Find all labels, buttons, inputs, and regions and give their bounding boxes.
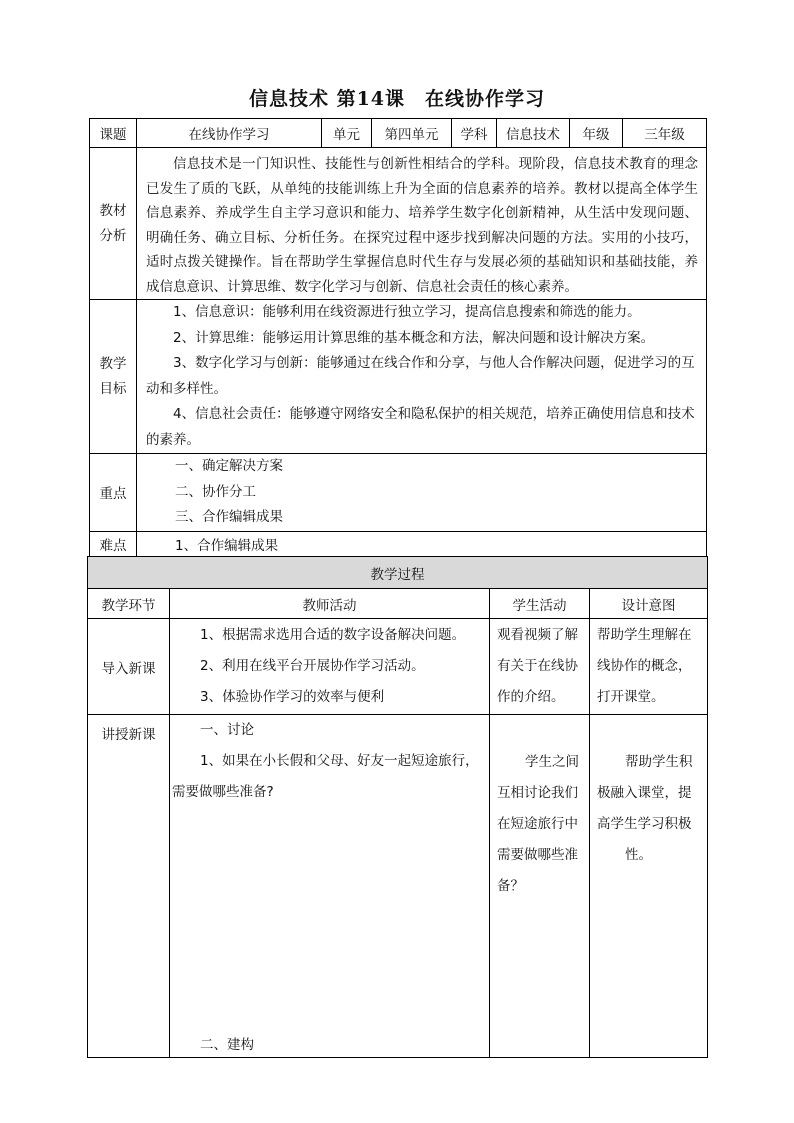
process-section-row [88,557,708,589]
teacher-construct-heading: 二、建构 [200,1037,254,1053]
difficulty-row [90,531,707,557]
teacher-discussion-heading: 一、讨论 [200,722,254,738]
teacher-question-line2: 需要做哪些准备? [172,784,274,800]
new-intent-line: 性。 [625,847,652,863]
new-student-line: 备？ [497,878,524,894]
objective-item: 3、数字化学习与创新：能够通过在线合作和分享，与他人合作解决问题，促进学习的互动和多样性。 [146,355,695,397]
lesson-info-table [89,118,707,558]
process-header-row [88,589,708,619]
difficulty-value: 1、合作编辑成果 [137,531,707,557]
topic-label: 课题 [90,119,137,148]
intro-intent-cell [590,619,708,715]
info-row [90,119,707,148]
analysis-label-line1: 教材 [99,202,127,219]
intro-teacher-item: 3、体验协作学习的效率与便利 [200,689,385,705]
new-student-line: 学生之间 [525,754,579,770]
intro-student-line: 观看视频了解 [497,627,578,643]
header-student: 学生活动 [490,589,590,619]
intro-intent-line: 打开课堂。 [597,689,665,705]
key-points-label: 重点 [90,454,137,532]
grade-value: 三年级 [623,119,707,148]
header-stage: 教学环节 [88,589,170,619]
objective-item: 2、计算思维：能够运用计算思维的基本概念和方法，解决问题和设计解决方案。 [173,329,655,346]
objective-item: 1、信息意识：能够利用在线资源进行独立学习，提高信息搜索和筛选的能力。 [173,304,641,320]
analysis-text: 信息技术是一门知识性、技能性与创新性相结合的学科。现阶段，信息技术教育的理念已发生了质的飞跃，从单纯的技能训练上升为全面的信息素养的培养。教材以提高全体学生信息素养、养成学生自主学习意识和能力、培养学生数字化创新精神，从生活中发现问题、明确任务、确立目标、分析任务。在探究过程中逐步找到解决问题的方法。实用的小技巧，适时点拨关键操作。旨在帮助学生掌握信息时代生存与发展必须的基础知识和基础技能，养成信息意识、计算思维、数字化学习与创新、信息社会责任的核心素养。 [146,156,698,295]
analysis-label [90,148,137,300]
key-point-item: 二、协作分工 [175,483,256,500]
new-student-line: 需要做哪些准 [497,847,578,863]
new-intent-line: 极融入课堂，提 [597,785,692,801]
new-intent-line: 高学生学习积极 [597,816,692,832]
intro-row [88,619,708,715]
header-intent: 设计意图 [590,589,708,619]
new-student-line: 在短途旅行中 [497,816,578,832]
intro-student-line: 作的介绍。 [497,689,565,705]
intro-student-line: 有关于在线协 [497,658,578,674]
subject-value: 信息技术 [497,119,570,148]
analysis-row [90,148,707,300]
objectives-label-line1: 教学 [99,355,127,372]
key-point-item: 一、确定解决方案 [175,458,283,474]
objectives-row [90,300,707,454]
process-section-title: 教学过程 [88,557,708,589]
teaching-process-table [87,556,708,1058]
intro-stage: 导入新课 [88,619,170,715]
subject-label: 学科 [452,119,497,148]
analysis-label-line2: 分析 [99,227,127,244]
intro-teacher-item: 1、根据需求选用合适的数字设备解决问题。 [200,627,466,643]
intro-teacher-item: 2、利用在线平台开展协作学习活动。 [200,658,425,674]
key-points-row [90,454,707,532]
objectives-label-line2: 目标 [99,380,127,397]
intro-intent-line: 线协作的概念， [597,658,692,674]
objectives-cell [137,300,707,454]
objective-item: 4、信息社会责任：能够遵守网络安全和隐私保护的相关规范，培养正确使用信息和技术的素养。 [146,406,695,448]
new-lesson-student-cell [490,715,590,1058]
teacher-question-line1: 1、如果在小长假和父母、好友一起短途旅行， [200,753,479,769]
grade-label: 年级 [570,119,623,148]
objectives-label [90,300,137,454]
topic-value: 在线协作学习 [137,119,322,148]
header-teacher: 教师活动 [170,589,490,619]
analysis-cell [137,148,707,300]
key-point-item: 三、合作编辑成果 [175,509,283,525]
intro-teacher-cell [170,619,490,715]
intro-intent-line: 帮助学生理解在 [597,627,692,643]
key-points-cell [137,454,707,532]
new-lesson-stage: 讲授新课 [88,715,170,1058]
new-intent-line: 帮助学生积 [625,754,693,770]
new-lesson-teacher-cell [170,715,490,1058]
new-lesson-intent-cell [590,715,708,1058]
page-title: 信息技术 第14课 在线协作学习 [248,88,546,110]
unit-label: 单元 [322,119,372,148]
new-lesson-row [88,715,708,1058]
unit-value: 第四单元 [372,119,452,148]
new-student-line: 互相讨论我们 [497,785,578,801]
difficulty-label: 难点 [90,531,137,557]
intro-student-cell [490,619,590,715]
